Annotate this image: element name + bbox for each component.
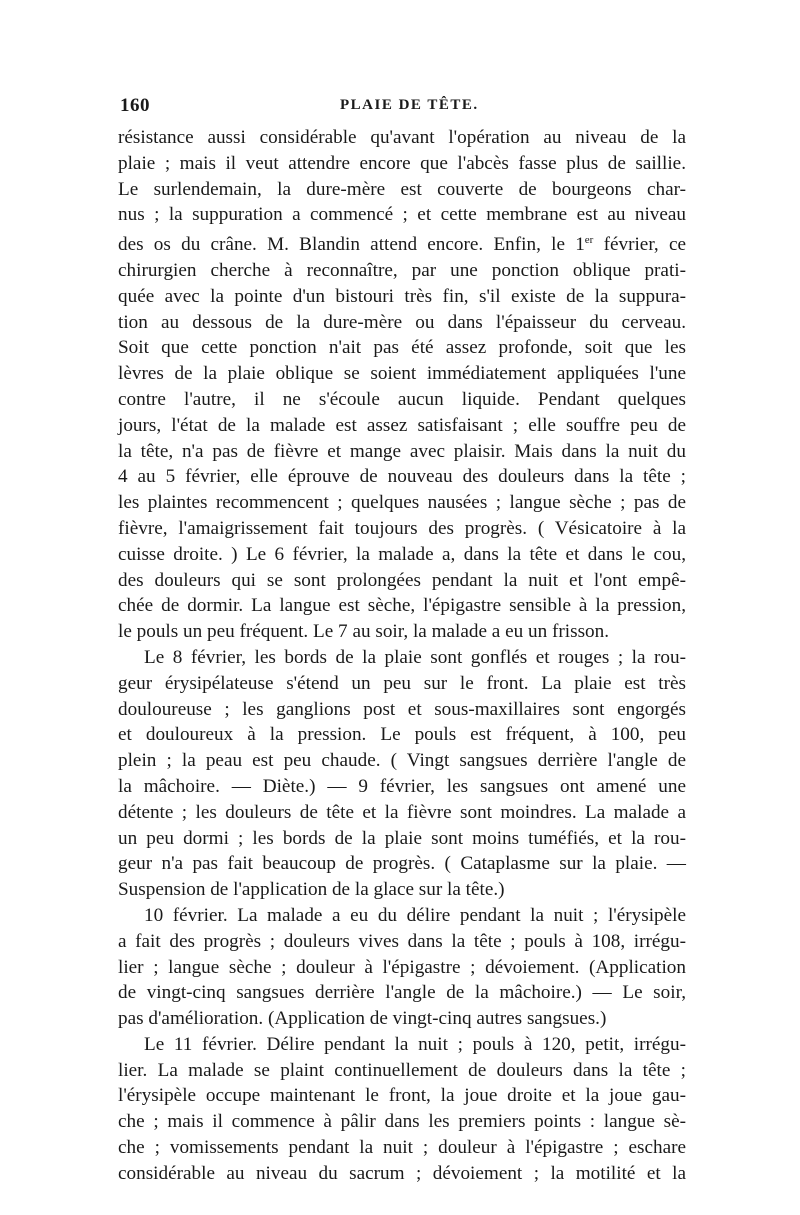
text-line: tion au dessous de la dure-mère ou dans l'épaisseur du cerveau. <box>118 311 686 333</box>
text-segment: des os du crâne. M. Blandin attend encore. Enfin, le 1 <box>118 234 585 256</box>
text-line: 10 février. La malade a eu du délire pendant la nuit ; l'érysipèle <box>144 904 686 926</box>
text-line: chée de dormir. La langue est sèche, l'épigastre sensible à la pression, <box>118 595 686 617</box>
running-title: PLAIE DE TÊTE. <box>340 97 479 113</box>
text-line: Le surlendemain, la dure-mère est couverte de bourgeons char- <box>118 178 686 200</box>
text-line: lier. La malade se plaint continuellement de douleurs dans la tête ; <box>118 1059 686 1081</box>
text-line: quée avec la pointe d'un bistouri très fin, s'il existe de la suppura- <box>118 285 686 307</box>
text-line: la tête, n'a pas de fièvre et mange avec plaisir. Mais dans la nuit du <box>118 440 686 462</box>
text-line: lier ; langue sèche ; douleur à l'épigastre ; dévoiement. (Application <box>118 956 686 978</box>
text-line: Le 11 février. Délire pendant la nuit ; pouls à 120, petit, irrégu- <box>144 1033 686 1055</box>
text-line: des douleurs qui se sont prolongées pendant la nuit et l'ont empê- <box>118 569 686 591</box>
text-line: geur érysipélateuse s'étend un peu sur le front. La plaie est très <box>118 672 686 694</box>
body-text <box>118 125 686 1187</box>
text-line: jours, l'état de la malade est assez satisfaisant ; elle souffre peu de <box>118 414 686 436</box>
document-page <box>118 95 686 1187</box>
text-line: Suspension de l'application de la glace sur la tête.) <box>118 879 505 901</box>
text-line: le pouls un peu fréquent. Le 7 au soir, la malade a eu un frisson. <box>118 621 610 643</box>
text-line: contre l'autre, il ne s'écoule aucun liquide. Pendant quelques <box>118 388 686 410</box>
text-line: résistance aussi considérable qu'avant l'opération au niveau de la <box>118 127 686 148</box>
text-line: la mâchoire. — Diète.) — 9 février, les sangsues ont amené une <box>118 775 686 797</box>
text-line: considérable au niveau du sacrum ; dévoiement ; la motilité et la <box>118 1162 686 1184</box>
text-line <box>118 228 686 258</box>
text-line: l'érysipèle occupe maintenant le front, la joue droite et la joue gau- <box>118 1085 686 1107</box>
text-line: plein ; la peau est peu chaude. ( Vingt sangsues derrière l'angle de <box>118 750 686 772</box>
text-line: plaie ; mais il veut attendre encore que l'abcès fasse plus de saillie. <box>118 152 686 174</box>
text-line: nus ; la suppuration a commencé ; et cette membrane est au niveau <box>118 204 686 226</box>
text-line: 4 au 5 février, elle éprouve de nouveau des douleurs dans la tête ; <box>118 466 686 488</box>
text-line: lèvres de la plaie oblique se soient immédiatement appliquées l'une <box>118 363 686 385</box>
text-line: de vingt-cinq sangsues derrière l'angle de la mâchoire.) — Le soir, <box>118 982 686 1004</box>
text-line: Soit que cette ponction n'ait pas été assez profonde, soit que les <box>118 337 686 359</box>
text-line: che ; vomissements pendant la nuit ; douleur à l'épigastre ; eschare <box>118 1137 686 1159</box>
text-line: chirurgien cherche à reconnaître, par une ponction oblique prati- <box>118 259 686 281</box>
text-line: un peu dormi ; les bords de la plaie sont moins tuméfiés, et la rou- <box>118 827 686 849</box>
text-line: Le 8 février, les bords de la plaie sont gonflés et rouges ; la rou- <box>144 646 686 668</box>
text-line: geur n'a pas fait beaucoup de progrès. ( Cataplasme sur la plaie. — <box>118 853 686 875</box>
running-head <box>118 95 686 121</box>
text-line: cuisse droite. ) Le 6 février, la malade a, dans la tête et dans le cou, <box>118 543 686 565</box>
page-number: 160 <box>120 95 150 116</box>
ordinal-superscript: er <box>584 234 594 247</box>
text-line: che ; mais il commence à pâlir dans les premiers points : langue sè- <box>118 1111 686 1133</box>
text-segment: février, ce <box>593 234 686 256</box>
text-line: a fait des progrès ; douleurs vives dans la tête ; pouls à 108, irrégu- <box>118 930 686 952</box>
text-line: douloureuse ; les ganglions post et sous-maxillaires sont engorgés <box>118 698 686 720</box>
text-line: pas d'amélioration. (Application de vingt-cinq autres sangsues.) <box>118 1008 607 1030</box>
text-line: et douloureux à la pression. Le pouls est fréquent, à 100, peu <box>118 724 686 746</box>
text-line: détente ; les douleurs de tête et la fièvre sont moindres. La malade a <box>118 801 686 823</box>
text-line: les plaintes recommencent ; quelques nausées ; langue sèche ; pas de <box>118 492 686 514</box>
text-line: fièvre, l'amaigrissement fait toujours des progrès. ( Vésicatoire à la <box>118 517 686 539</box>
